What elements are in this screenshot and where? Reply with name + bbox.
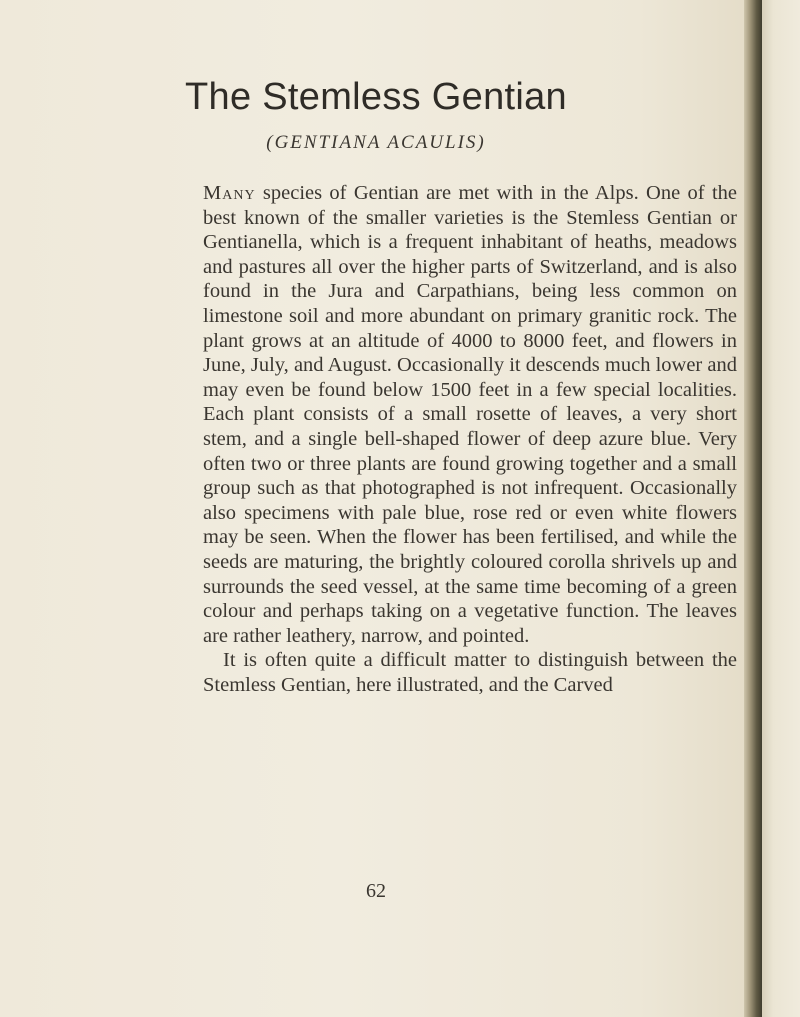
page-number: 62 — [366, 880, 386, 902]
book-gutter — [744, 0, 762, 1017]
page-subtitle: (GENTIANA ACAULIS) — [266, 132, 486, 153]
paragraph-2: It is often quite a difficult matter to distinguish between the Stemless Gentian, here illustrated, and the Carved — [203, 649, 737, 696]
paragraph-1-text: species of Gentian are met with in the Alps. One of the best known of the smaller varieties is the Stemless Gentian or Gentianella, which is a frequent inhabitant of heaths, meadows and pastures all over the higher parts of Switzerland, and is also found in the Jura and Carpathians, being less common on limestone soil and more abundant on primary granitic rock. The plant grows at an altitude of 4000 to 8000 feet, and flowers in June, July, and August. Occasionally it descends much lower and may even be found below 1500 feet in a few special localities. Each plant consists of a small rosette of leaves, a very short stem, and a single bell-shaped flower of deep azure blue. Very often two or three plants are found growing together and a small group such as that photographed is not infrequent. Occasionally also specimens with pale blue, rose red or even white flowers may be seen. When the flower has been fertilised, and while the seeds are maturing, the brightly coloured corolla shrivels up and surrounds the seed vessel, at the same time becoming of a green colour and perhaps taking on a vegetative function. The leaves are rather leathery, narrow, and pointed. — [203, 182, 737, 647]
page-title: The Stemless Gentian — [185, 76, 567, 118]
facing-page-edge — [762, 0, 800, 1017]
paragraph-1 — [203, 181, 737, 648]
body-text — [203, 181, 737, 697]
paragraph-lead-word: Many — [203, 182, 256, 204]
